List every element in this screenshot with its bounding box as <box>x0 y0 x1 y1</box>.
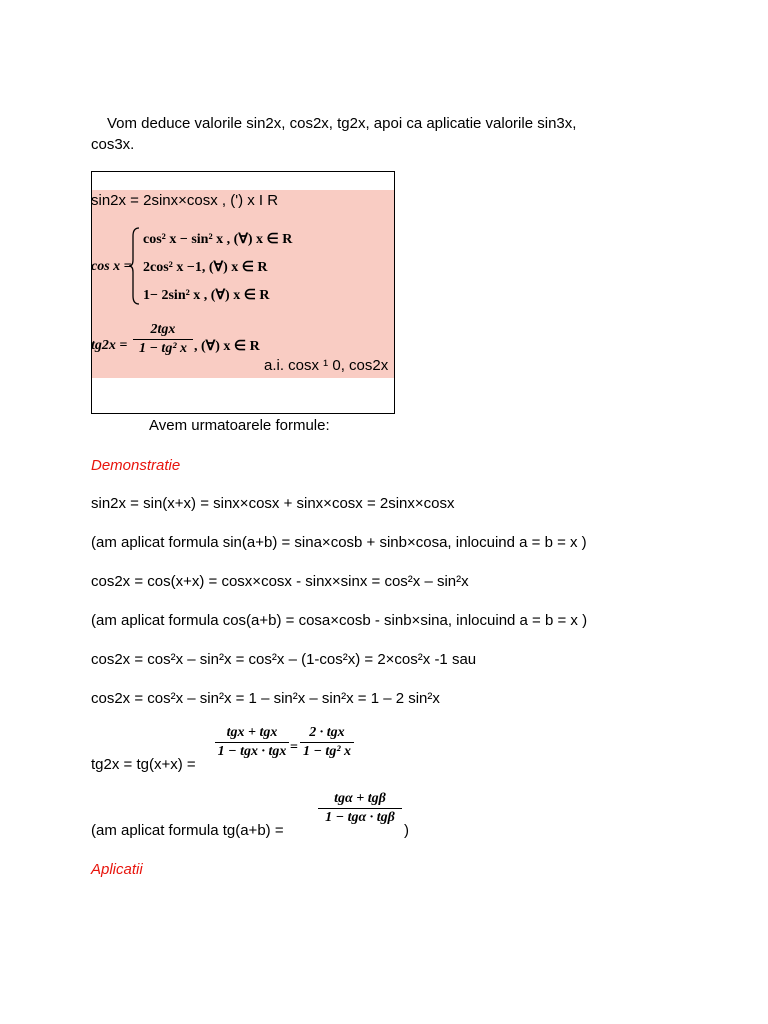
tg-fraction-1-numerator: tgx + tgx <box>226 725 278 740</box>
intro-line-1: Vom deduce valorile sin2x, cos2x, tg2x, apoi ca aplicatie valorile sin3x, <box>107 115 577 132</box>
tg2x-condition: a.i. cosx ¹ 0, cos2x <box>264 357 389 374</box>
tg-equals: = <box>290 740 298 755</box>
tg-formula-denominator: 1 − tgα · tgβ <box>325 810 395 825</box>
demo-line-cos2x-variant-2: cos2x = cos²x – sin²x = 1 – sin²x – sin²x = 1 – 2 sin²x <box>91 690 440 707</box>
tg-fraction-2 <box>300 725 354 760</box>
demo-line-cos2x: cos2x = cos(x+x) = cosx×cosx - sinx×sinx = cos²x – sin²x <box>91 573 469 590</box>
tg-fraction-1 <box>215 725 289 760</box>
demo-line-cos-rule: (am aplicat formula cos(a+b) = cosa×cosb - sinb×sina, inlocuind a = b = x ) <box>91 612 588 629</box>
formulas-caption: Avem urmatoarele formule: <box>149 417 330 434</box>
demonstratie-heading: Demonstratie <box>91 457 181 474</box>
demo-line-sin2x: sin2x = sin(x+x) = sinx×cosx + sinx×cosx = 2sinx×cosx <box>91 495 455 512</box>
demo-line-cos2x-variant-1: cos2x = cos²x – sin²x = cos²x – (1-cos²x) = 2×cos²x -1 sau <box>91 651 477 668</box>
cos-prefix: cos x = <box>91 259 132 274</box>
tg2x-denominator: 1 − tg² x <box>138 341 188 356</box>
cos-case-2: 2cos² x −1, (∀) x ∈ R <box>143 260 268 275</box>
tg2x-suffix: , (∀) x ∈ R <box>194 339 260 354</box>
tg2x-numerator: 2tgx <box>150 322 176 337</box>
aplicatii-heading: Aplicatii <box>91 861 143 878</box>
tg-line-prefix: tg2x = tg(x+x) = <box>91 756 196 773</box>
tg-formula-numerator: tgα + tgβ <box>334 791 386 806</box>
tg2x-prefix: tg2x = <box>91 338 128 353</box>
tg-formula-fraction <box>318 791 402 826</box>
intro-line-2: cos3x. <box>91 136 135 153</box>
tg-fraction-2-denominator: 1 − tg² x <box>302 744 352 759</box>
cos-case-1: cos² x − sin² x , (∀) x ∈ R <box>143 232 293 247</box>
tg-fraction-1-denominator: 1 − tgx · tgx <box>217 744 287 759</box>
tg-fraction-2-numerator: 2 · tgx <box>309 725 345 740</box>
tg-formula-prefix: (am aplicat formula tg(a+b) = <box>91 822 284 839</box>
cos-case-3: 1− 2sin² x , (∀) x ∈ R <box>143 288 270 303</box>
tg-formula-suffix: ) <box>404 822 409 839</box>
sin2x-formula: sin2x = 2sinx×cosx , (') x Ι R <box>91 192 279 209</box>
cos-brace <box>129 226 141 306</box>
tg2x-fraction <box>133 322 193 357</box>
demo-line-sin-rule: (am aplicat formula sin(a+b) = sina×cosb + sinb×cosa, inlocuind a = b = x ) <box>91 534 587 551</box>
